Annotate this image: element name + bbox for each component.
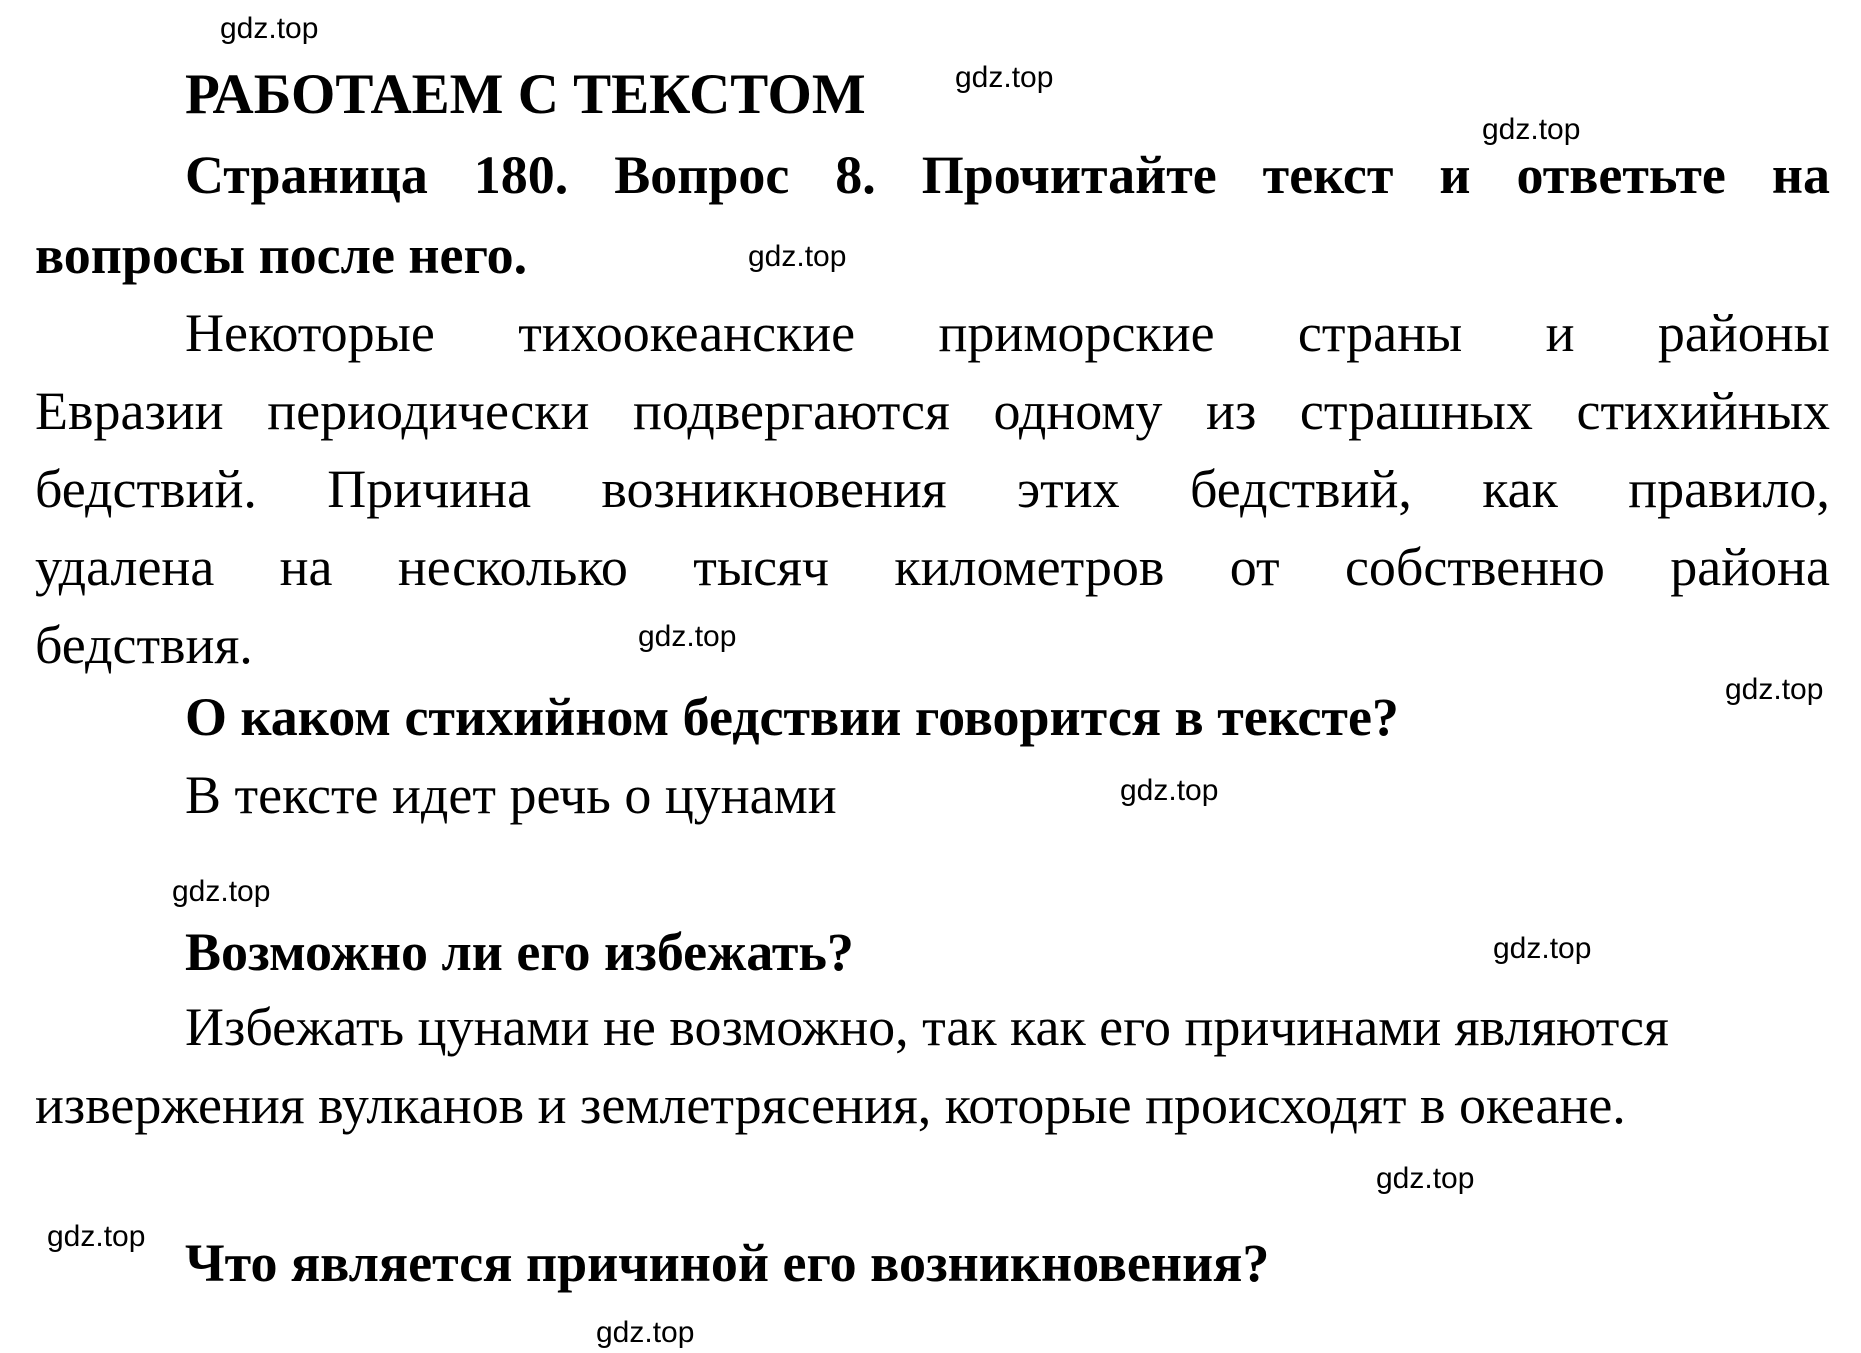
- passage-line-2: [35, 381, 1830, 441]
- watermark: gdz.top: [1725, 673, 1824, 706]
- passage-word: тихоокеанские: [518, 303, 856, 363]
- passage-line-5: бедствия.: [35, 615, 253, 675]
- task-heading-word: 8.: [835, 145, 876, 205]
- passage-word: страны: [1297, 303, 1463, 363]
- watermark: gdz.top: [638, 620, 737, 653]
- question-3: Что является причиной его возникновения?: [185, 1233, 1270, 1293]
- passage-word: возникновения: [601, 459, 947, 519]
- answer-2-line-2: извержения вулканов и землетрясения, которые происходят в океане.: [35, 1075, 1626, 1135]
- task-heading-line-2: вопросы после него.: [35, 225, 528, 285]
- passage-word: районы: [1657, 303, 1830, 363]
- passage-word: удалена: [35, 537, 215, 597]
- passage-word: собственно: [1344, 537, 1605, 597]
- passage-word: от: [1229, 537, 1280, 597]
- passage-word: из: [1206, 381, 1257, 441]
- watermark: gdz.top: [1376, 1162, 1475, 1195]
- watermark: gdz.top: [955, 61, 1054, 94]
- watermark: gdz.top: [1493, 932, 1592, 965]
- passage-word: стихийных: [1576, 381, 1830, 441]
- passage-word: как: [1482, 459, 1558, 519]
- passage-word: несколько: [397, 537, 628, 597]
- passage-word: на: [279, 537, 333, 597]
- passage-word: одному: [993, 381, 1163, 441]
- passage-word: Некоторые: [185, 303, 435, 363]
- question-1: О каком стихийном бедствии говорится в тексте?: [185, 687, 1399, 747]
- question-2: Возможно ли его избежать?: [185, 922, 854, 982]
- task-heading-word: ответьте: [1516, 145, 1726, 205]
- answer-2-line-1: Избежать цунами не возможно, так как его причинами являются: [185, 997, 1669, 1057]
- answer-1-line-1: В тексте идет речь о цунами: [185, 765, 837, 825]
- task-heading-word: и: [1439, 145, 1471, 205]
- task-heading-word: Прочитайте: [921, 145, 1217, 205]
- section-title: РАБОТАЕМ С ТЕКСТОМ: [185, 63, 866, 126]
- task-heading-word: 180.: [473, 145, 569, 205]
- passage-word: страшных: [1299, 381, 1533, 441]
- passage-word: этих: [1016, 459, 1120, 519]
- task-heading-word: Страница: [185, 145, 428, 205]
- passage-word: приморские: [938, 303, 1215, 363]
- passage-line-1: [185, 303, 1830, 363]
- watermark: gdz.top: [1120, 774, 1219, 807]
- passage-word: района: [1670, 537, 1830, 597]
- passage-word: и: [1545, 303, 1575, 363]
- passage-word: бедствий,: [1190, 459, 1412, 519]
- task-heading-word: текст: [1262, 145, 1394, 205]
- passage-word: правило,: [1628, 459, 1830, 519]
- passage-word: километров: [894, 537, 1165, 597]
- passage-word: подвергаются: [633, 381, 950, 441]
- watermark: gdz.top: [596, 1316, 695, 1349]
- watermark: gdz.top: [220, 12, 319, 45]
- task-heading-word: Вопрос: [614, 145, 790, 205]
- passage-word: периодически: [267, 381, 590, 441]
- passage-word: Евразии: [35, 381, 224, 441]
- watermark: gdz.top: [748, 240, 847, 273]
- task-heading-word: на: [1771, 145, 1830, 205]
- watermark: gdz.top: [1482, 113, 1581, 146]
- passage-word: Причина: [327, 459, 532, 519]
- passage-word: тысяч: [693, 537, 830, 597]
- passage-line-3: [35, 459, 1830, 519]
- watermark: gdz.top: [172, 875, 271, 908]
- passage-word: бедствий.: [35, 459, 257, 519]
- watermark: gdz.top: [47, 1220, 146, 1253]
- passage-line-4: [35, 537, 1830, 597]
- task-heading-line-1: [185, 145, 1830, 205]
